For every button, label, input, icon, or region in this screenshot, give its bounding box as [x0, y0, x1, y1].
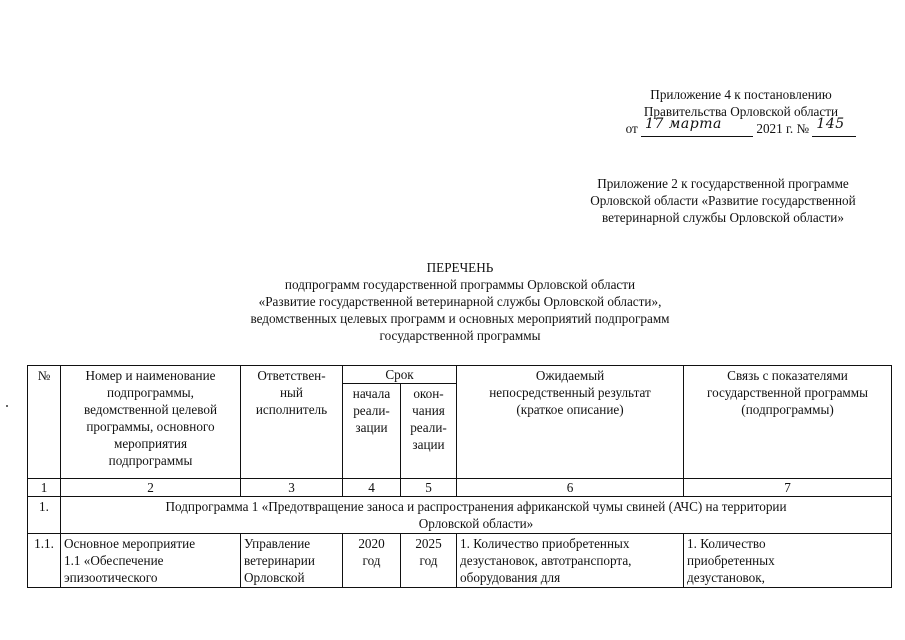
appendix-2-line3: ветеринарной службы Орловской области» [602, 210, 844, 225]
header-row [28, 366, 892, 384]
header-end: окон- чания реали- зации [401, 384, 457, 479]
row-start: 2020 год [343, 534, 401, 588]
row-name: Основное мероприятие 1.1 «Обеспечение эпизоотического [61, 534, 241, 588]
column-number: 4 [343, 479, 401, 497]
column-number: 2 [61, 479, 241, 497]
column-numbers-row [28, 479, 892, 497]
row-no: 1.1. [28, 534, 61, 588]
table-row [28, 534, 892, 588]
appendix-4-year: 2021 г. № [756, 121, 810, 136]
appendix-4-prefix: от [625, 121, 638, 136]
handwritten-number-field [812, 116, 856, 137]
appendix-4-line2: Правительства Орловской области [643, 104, 839, 119]
appendix-4-date-line [610, 116, 872, 137]
appendix-2-line1: Приложение 2 к государственной программе [597, 176, 849, 191]
column-number: 1 [28, 479, 61, 497]
header-responsible: Ответствен- ный исполнитель [241, 366, 343, 479]
row-result: 1. Количество приобретенных дезустановок, автотранспорта, оборудования для [457, 534, 684, 588]
column-number: 7 [684, 479, 892, 497]
section-title: Подпрограмма 1 «Предотвращение заноса и распространения африканской чумы свиней (АЧС) на территории Орловской области» [61, 497, 892, 534]
row-responsible: Управление ветеринарии Орловской [241, 534, 343, 588]
scan-speck [6, 405, 8, 407]
handwritten-date-field [641, 116, 753, 137]
header-result: Ожидаемый непосредственный результат (краткое описание) [457, 366, 684, 479]
appendix-4-header [610, 86, 872, 137]
document-title [160, 259, 760, 344]
section-row [28, 497, 892, 534]
title-line1: подпрограмм государственной программы Орловской области [284, 277, 636, 292]
header-no: № [28, 366, 61, 479]
header-term: Срок [343, 366, 457, 384]
appendix-2-header [562, 175, 884, 226]
row-link: 1. Количество приобретенных дезустановок, [684, 534, 892, 588]
row-end: 2025 год [401, 534, 457, 588]
appendix-2-line2: Орловской области «Развитие государственной [590, 193, 856, 208]
column-number: 5 [401, 479, 457, 497]
title-line3: ведомственных целевых программ и основных мероприятий подпрограмм [250, 311, 670, 326]
handwritten-date: 17 марта [645, 116, 722, 132]
title-line2: «Развитие государственной ветеринарной службы Орловской области», [258, 294, 662, 309]
title-heading: ПЕРЕЧЕНЬ [426, 260, 494, 275]
column-number: 3 [241, 479, 343, 497]
appendix-4-line1: Приложение 4 к постановлению [650, 87, 832, 102]
header-name: Номер и наименование подпрограммы, ведомственной целевой программы, основного мероприятия подпрограммы [61, 366, 241, 479]
section-no: 1. [28, 497, 61, 534]
header-link: Связь с показателями государственной программы (подпрограммы) [684, 366, 892, 479]
header-start: начала реали- зации [343, 384, 401, 479]
column-number: 6 [457, 479, 684, 497]
title-line4: государственной программы [379, 328, 541, 343]
handwritten-number: 145 [816, 116, 845, 132]
subprograms-table [27, 365, 892, 588]
